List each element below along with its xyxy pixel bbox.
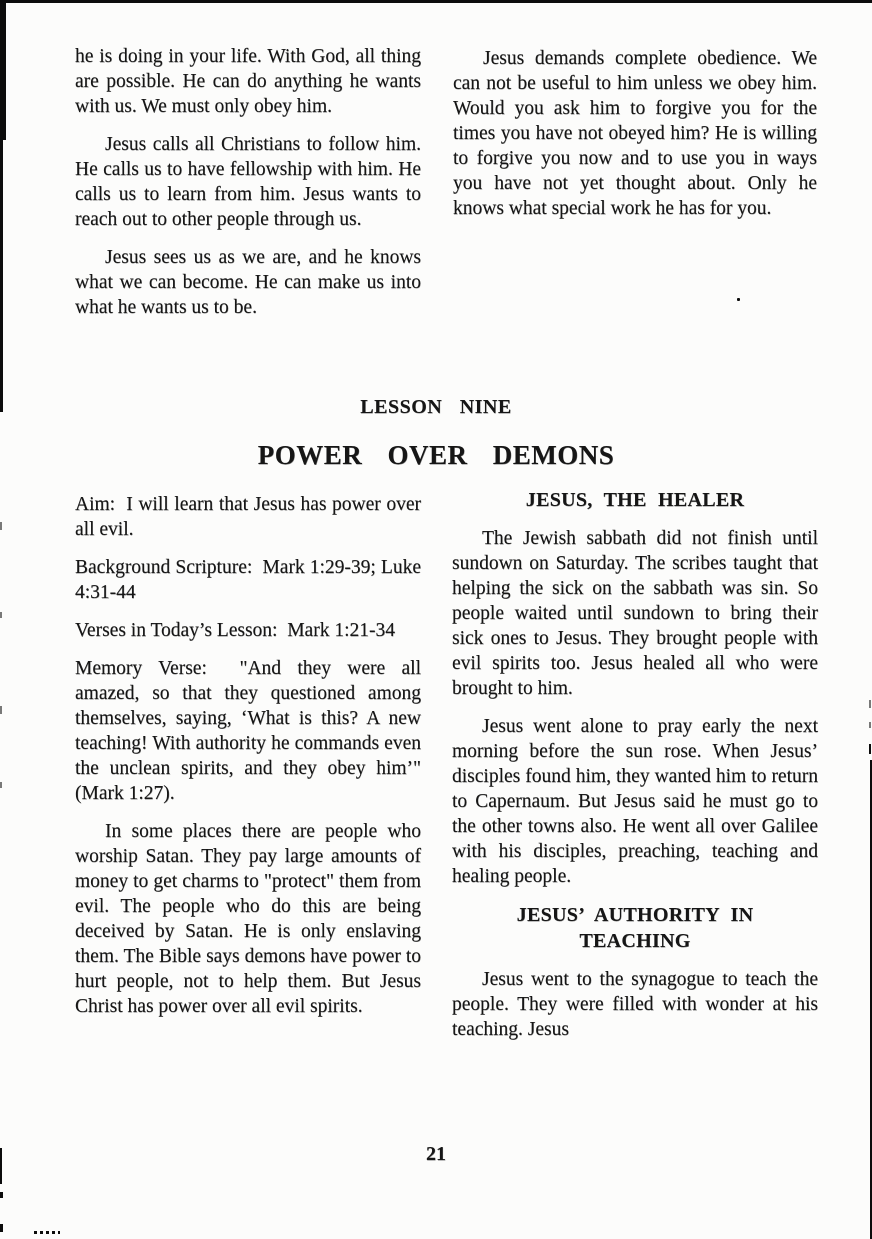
lesson-right-column (452, 487, 818, 1042)
scan-speck (869, 700, 871, 708)
body-paragraph: In some places there are people who worship Satan. They pay large amounts of money to get charms to "protect" them from evil. The people who do this are being deceived by Satan. He is only enslaving them. The Bible says demons have power to hurt people, not to help them. But Jesus Christ has power over all evil spirits. (75, 821, 421, 1017)
body-paragraph: Jesus went alone to pray early the next morning before the sun rose. When Jesus’ disciples found him, they wanted him to return to Capernaum. But Jesus said he must go to the other towns also. He went all over Galilee with his disciples, preaching, teaching and healing people. (452, 716, 818, 887)
scan-speck (0, 522, 2, 530)
scan-speck (0, 1192, 3, 1198)
body-paragraph: Jesus went to the synagogue to teach the people. They were filled with wonder at his teaching. Jesus (452, 969, 818, 1040)
memory-verse-paragraph: Memory Verse: "And they were all amazed, so that they questioned among themselves, saying, ‘What is this? A new teaching! With authority he commands even the unclean spirits, and they obey him’" (Mark 1:27). (75, 658, 421, 804)
scan-speck (737, 298, 740, 301)
lesson-left-column (75, 492, 421, 1019)
scan-speck (869, 744, 871, 754)
top-right-column (453, 46, 817, 221)
section-heading-jesus-the-healer: JESUS, THE HEALER (525, 489, 745, 511)
top-left-column (75, 44, 421, 320)
section-heading-jesus-authority-in-teaching: JESUS’ AUTHORITY IN TEACHING (516, 904, 754, 952)
body-paragraph: Jesus sees us as we are, and he knows what we can become. He can make us into what he wants us to be. (75, 247, 421, 318)
aim-paragraph: Aim: I will learn that Jesus has power over all evil. (75, 494, 421, 540)
scan-speck (0, 706, 2, 714)
scan-artifact-bottom-left-marks (34, 1231, 60, 1234)
scan-speck (0, 612, 2, 618)
body-paragraph: The Jewish sabbath did not finish until sundown on Saturday. The scribes taught that helping the sick on the sabbath was sin. So people waited until sundown to bring their sick ones to Jesus. They brought people with evil spirits too. Jesus healed all who were brought to him. (452, 528, 818, 699)
lesson-number-heading: LESSON NINE (360, 396, 512, 418)
scan-artifact-right-edge-line (870, 760, 872, 1239)
scan-artifact-top-edge (0, 0, 872, 3)
scan-artifact-left-edge-line (0, 140, 3, 412)
body-paragraph: he is doing in your life. With God, all thing are possible. He can do anything he wants with us. We must only obey him. (75, 46, 421, 117)
body-paragraph: Jesus calls all Christians to follow him. He calls us to have fellowship with him. He calls us to learn from him. Jesus wants to reach out to other people through us. (75, 134, 421, 230)
scan-speck (0, 782, 2, 788)
scan-speck (0, 1224, 3, 1232)
background-scripture-paragraph: Background Scripture: Mark 1:29-39; Luke 4:31-44 (75, 557, 421, 603)
body-paragraph: Jesus demands complete obedience. We can not be useful to him unless we obey him. Would you ask him to forgive you for the times you have not obeyed him? He is willing to forgive you now and to use you in ways you have not yet thought about. Only he knows what special work he has for you. (453, 48, 817, 219)
lesson-title: POWER OVER DEMONS (257, 440, 615, 470)
scan-speck (869, 722, 871, 728)
verses-paragraph: Verses in Today’s Lesson: Mark 1:21-34 (75, 620, 395, 641)
page-number: 21 (426, 1143, 446, 1165)
scan-artifact-left-edge-bar (0, 0, 6, 140)
